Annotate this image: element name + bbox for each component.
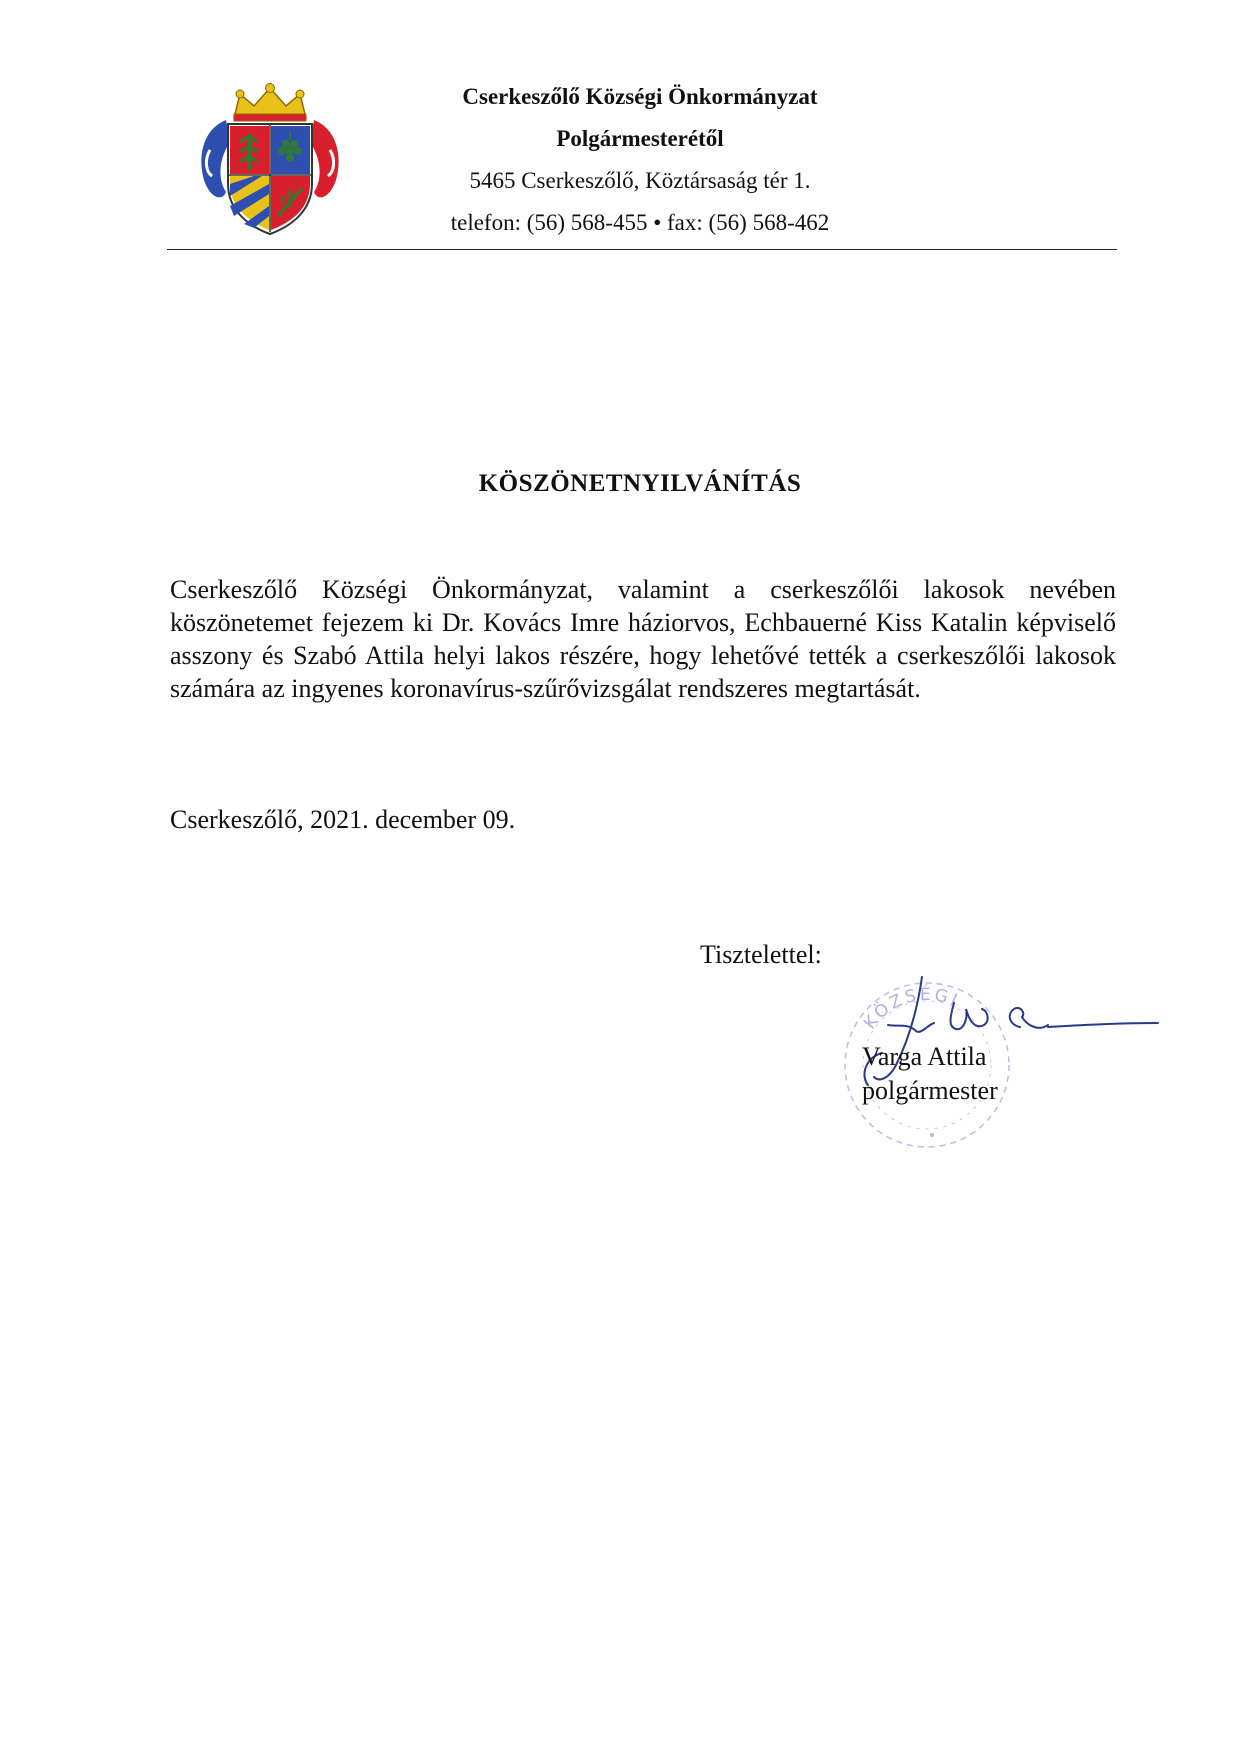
organization-subtitle: Polgármesterétől	[556, 126, 724, 151]
organization-contact: telefon: (56) 568-455 • fax: (56) 568-462	[450, 210, 830, 235]
signer-role: polgármester	[862, 1076, 998, 1105]
organization-address: 5465 Cserkeszőlő, Köztársaság tér 1.	[469, 168, 811, 193]
document-title: KÖSZÖNETNYILVÁNÍTÁS	[478, 470, 802, 497]
letterhead	[380, 76, 900, 244]
organization-name: Cserkeszőlő Községi Önkormányzat	[462, 84, 818, 109]
document-body: Cserkeszőlő Községi Önkormányzat, valamint a cserkeszőlői lakosok nevében köszönetemet fejezem ki Dr. Kovács Imre háziorvos, Echbauerné Kiss Katalin képviselő asszony és Szabó Attila helyi lakos részére, hogy lehetővé tették a cserkeszőlői lakosok számára az ingyenes koronavírus-szűrővizsgálat rendszeres megtartását.	[170, 575, 1116, 703]
stamp-text: KÖZSÉGI	[860, 984, 963, 1034]
signer-block	[862, 1040, 998, 1108]
closing-salutation: Tisztelettel:	[700, 940, 822, 969]
coat-of-arms-icon	[196, 80, 344, 236]
header-divider	[167, 249, 1117, 250]
signer-name: Varga Attila	[862, 1042, 987, 1071]
document-date: Cserkeszőlő, 2021. december 09.	[170, 805, 516, 834]
